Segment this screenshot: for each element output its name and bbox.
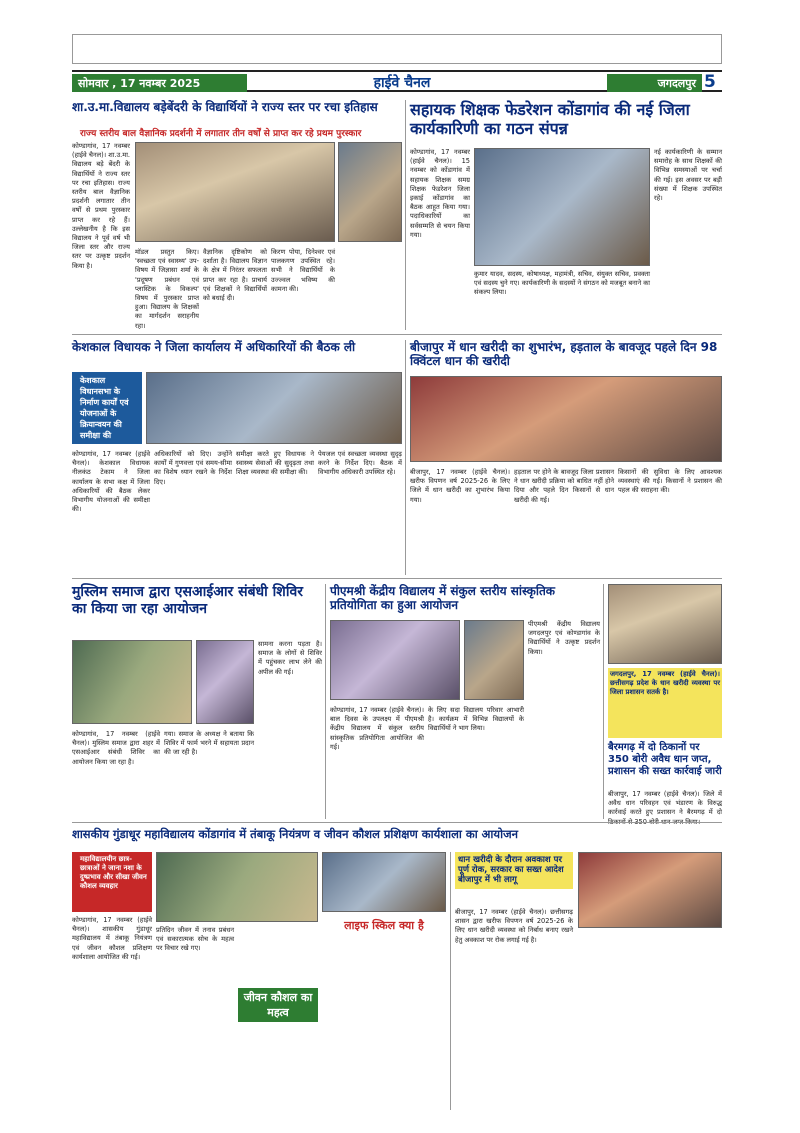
story3-photo-meeting	[146, 372, 402, 444]
story8-photo-workshop	[156, 852, 318, 922]
story5-photo-inset	[196, 640, 254, 724]
story8-col2: प्रतिदिन जीवन में तनाव प्रबंधन एवं सकारात्मक सोच के महत्व पर विचार रखे गए।	[156, 926, 234, 953]
story3-col1: कोण्डागांव, 17 नवम्बर (हाईवे चैनल)। केशकाल विधायक नीलकंठ टेकाम ने जिला कार्यालय के सभा कक्ष में जिला अधिकारियों की बैठक लेकर विभागीय योजनाओं की समीक्षा की।	[72, 450, 150, 514]
story4-headline: बीजापुर में धान खरीदी का शुभारंभ, हड़ताल के बावजूद पहले दिन 98 क्विंटल धान की खरीदी	[410, 340, 718, 369]
story8-photo-audience	[322, 852, 446, 912]
divider	[72, 578, 722, 579]
story5-headline: मुस्लिम समाज द्वारा एसआईआर संबंधी शिविर का किया जा रहा आयोजन	[72, 584, 303, 617]
story1-col3: वैज्ञानिक दृष्टिकोण को दर्शाता है। विद्यालय विज्ञान के क्षेत्र में निरंतर सफलता प्राप्त कर रहा है। प्राचार्य एवं शिक्षकों ने विद्यार्थियों को बधाई दी।	[203, 248, 267, 303]
divider	[325, 584, 326, 819]
story6-col3: पीएमश्री केंद्रीय विद्यालय जगदलपुर एवं कोण्डागांव के विद्यार्थियों ने उत्कृष्ट प्रदर्शन किया।	[528, 620, 600, 656]
story8-subhead-what-is: लाइफ स्किल क्या है	[322, 916, 446, 935]
story8-callout: महाविद्यालयीन छात्र-छात्राओं ने जाना नशा के दुष्प्रभाव और सीखा जीवन कौशल व्यवहार	[72, 852, 152, 912]
divider	[405, 100, 406, 330]
story4-col2: हड़ताल पर होने के बावजूद जिला प्रशासन ने धान खरीदी प्रक्रिया को बाधित नहीं होने दिया और पहले दिन किसानों से धान खरीदी की गई।	[514, 468, 614, 504]
story3-callout: केशकाल विधानसभा के निर्माण कार्यों एवं योजनाओं के क्रियान्वयन की समीक्षा की	[72, 372, 142, 444]
story8-headline: शासकीय गुंडाधूर महाविद्यालय कोंडागांव में तंबाकू नियंत्रण व जीवन कौशल प्रशिक्षण कार्यशाला का आयोजन	[72, 827, 518, 841]
story3-col3: समीक्षा करते हुए विधायक ने स्वास्थ्य सेवाओं की सुदृढ़ता तथा शिक्षा व्यवस्था की समीक्षा की।	[236, 450, 314, 477]
story8-subhead-life-skills: जीवन कौशल का महत्व	[238, 988, 318, 1022]
story7-body: बीजापुर, 17 नवम्बर (हाईवे चैनल)। जिले में अवैध धान परिवहन एवं भंडारण के विरुद्ध कार्रवाई करते हुए प्रशासन ने बैरमगढ़ में दो	[608, 790, 722, 817]
story3-col2: अधिकारियों को दिए। उन्होंने कार्यों में गुणवत्ता एवं समय-सीमा का विशेष ध्यान रखने के निर्देश दिए।	[154, 450, 232, 486]
story3-col4: पेयजल एवं स्वच्छता व्यवस्था सुदृढ़ करने के निर्देश दिए। बैठक में विभागीय अधिकारी उपस्थित रहे।	[318, 450, 402, 477]
divider	[603, 584, 604, 819]
divider	[72, 334, 722, 335]
issue-date: सोमवार , 17 नवम्बर 2025	[72, 74, 247, 92]
story1-col2: मॉडल प्रस्तुत किए। 'स्वच्छता एवं स्वास्थ्य' उप-विषय में जिज्ञासा शर्मा के 'प्रदूषण प्रबंधन एवं प्लास्टिक के विकल्प' विषय में पुरस्कार प्राप्त हुआ। विद्यालय के शिक्षकों का मार्गदर्शन सराहनीय रहा।	[135, 248, 199, 330]
story4-photo-paddy	[410, 376, 722, 462]
story5-col2: गया। समाज के अध्यक्ष ने बताया कि शिविर में फार्म भरने में सहायता प्रदान की जा रही है।	[164, 730, 254, 757]
story6-col1: कोण्डागांव, 17 नवम्बर (हाईवे चैनल)। बाल दिवस के उपलक्ष्य में पीएमश्री केंद्रीय विद्यालय में संकुल स्तरीय सांस्कृतिक प्रतियोगिता आयोजित की गई।	[330, 706, 424, 751]
edition-city: जगदलपुर	[607, 74, 702, 92]
divider	[450, 852, 451, 1110]
story1-subheadline: राज्य स्तरीय बाल वैज्ञानिक प्रदर्शनी में लगातार तीन वर्षों से प्राप्त कर रहे प्रथम पुरस्कार	[80, 129, 362, 139]
page-number: 5	[704, 72, 716, 92]
story9-body: बीजापुर, 17 नवम्बर (हाईवे चैनल)। छत्तीसगढ़ शासन द्वारा खरीफ विपणन वर्ष 2025-26 के लिए धान खरीदी व्यवस्था को निर्बाध बनाए रखने हेतु अवकाश पर रोक लगाई गई है।	[455, 908, 573, 944]
masthead	[72, 70, 722, 92]
story5-col3: सामना करना पड़ता है। समाज के लोगों से शिविर में पहुंचकर लाभ लेने की अपील की गई।	[258, 640, 322, 676]
story6-photo-stage	[330, 620, 460, 700]
story9-headline: धान खरीदी के दौरान अवकाश पर पूर्ण रोक, सरकार का सख्त आदेश बीजापुर में भी लागू	[455, 852, 573, 889]
top-banner-box	[72, 34, 722, 64]
story5-photo-camp	[72, 640, 192, 724]
story9-photo-officials	[578, 852, 722, 928]
paper-name: हाईवे चैनल	[373, 75, 431, 91]
story1-photo-students	[135, 142, 335, 242]
story1-col1: कोण्डागांव, 17 नवम्बर (हाईवे चैनल)। शा.उ.मा. विद्यालय बड़े बेंदरी के विद्यार्थियों ने राज्य स्तर पर रचा इतिहास। राज्य स्तरीय बाल वैज्ञानिक प्रदर्शनी लगातार तीन वर्षों से प्रथम पुरस्कार प्राप्त कर रहे हैं। उल्लेखनीय है कि इस विद्यालय ने पूर्व वर्ष भी जिला स्तर और राज्य स्तर पर उत्कृष्ट प्रदर्शन किया है।	[72, 142, 131, 270]
story3-headline: केशकाल विधायक ने जिला कार्यालय में अधिकारियों की बैठक ली	[72, 340, 356, 354]
story2-headline: सहायक शिक्षक फेडरेशन कोंडागांव की नई जिला कार्यकारिणी का गठन संपन्न	[410, 100, 690, 139]
story1-photo-award	[338, 142, 402, 242]
story5-col1: कोण्डागांव, 17 नवम्बर (हाईवे चैनल)। मुस्लिम समाज द्वारा शहर में एसआईआर संबंधी शिविर का आयोजन किया जा रहा है।	[72, 730, 160, 766]
divider	[72, 822, 722, 823]
story6-headline: पीएमश्री केंद्रीय विद्यालय में संकुल स्तरीय सांस्कृतिक प्रतियोगिता का हुआ आयोजन	[330, 584, 555, 613]
story2-col2: कुमार यादव, सदस्य, कोषाध्यक्ष, महामंत्री, सचिव, संयुक्त सचिव, प्रवक्ता एवं सदस्य चुने गए। कार्यकारिणी के सदस्यों ने संगठन को मजबूत बनाने का संकल्प लिया।	[474, 270, 650, 297]
divider	[405, 340, 406, 575]
story6-photo-performer	[464, 620, 524, 700]
story6-col2: के लिए सदा विद्यालय परिवार आभारी है। कार्यक्रम में विभिन्न विद्यालयों के विद्यार्थियों ने भाग लिया।	[428, 706, 524, 733]
story1-col4: किरण पोया, दिनेश्वर एवं पालकगण उपस्थित रहे। सभी ने विद्यार्थियों के उज्ज्वल भविष्य की कामना की।	[271, 248, 335, 293]
story2-photo-group	[474, 148, 650, 266]
story7-photo-seized-paddy	[608, 584, 722, 664]
story7-headline: बैरमगढ़ में दो ठिकानों पर 350 बोरी अवैध धान जप्त, प्रशासन की सख्त कार्रवाई जारी	[608, 742, 722, 777]
story8-col1: कोण्डागांव, 17 नवम्बर (हाईवे चैनल)। शासकीय गुंडाधूर महाविद्यालय में तंबाकू नियंत्रण एवं जीवन कौशल प्रशिक्षण कार्यशाला आयोजित की गई।	[72, 916, 152, 961]
story7-highlight-box: जगदलपुर, 17 नवम्बर (हाईवे चैनल)। छत्तीसगढ़ प्रदेश के धान खरीदी व्यवस्था पर जिला प्रशासन सतर्क है।	[608, 668, 722, 738]
story1-headline: शा.उ.मा.विद्यालय बड़ेबेंदरी के विद्यार्थियों ने राज्य स्तर पर रचा इतिहास	[72, 100, 378, 114]
story2-col3: नई कार्यकारिणी के सम्मान समारोह के साथ शिक्षकों की विभिन्न समस्याओं पर चर्चा की गई। इस अवसर पर बड़ी संख्या में शिक्षक उपस्थित रहे।	[654, 148, 722, 203]
story4-col3: किसानों की सुविधा के लिए आवश्यक व्यवस्थाएं की गईं। किसानों ने प्रशासन की पहल की सराहना की।	[618, 468, 722, 495]
story2-col1: कोण्डागांव, 17 नवम्बर (हाईवे चैनल)। 15 नवम्बर को कोंडागांव में सहायक शिक्षक समग्र शिक्षक फेडरेशन जिला इकाई कोंडागांव का बैठक आहूत किया गया। पदाधिकारियों का सर्वसम्मति से चयन किया गया।	[410, 148, 470, 239]
story4-col1: बीजापुर, 17 नवम्बर (हाईवे चैनल)। खरीफ विपणन वर्ष 2025-26 के लिए जिले में धान खरीदी का शुभारंभ किया गया।	[410, 468, 510, 504]
